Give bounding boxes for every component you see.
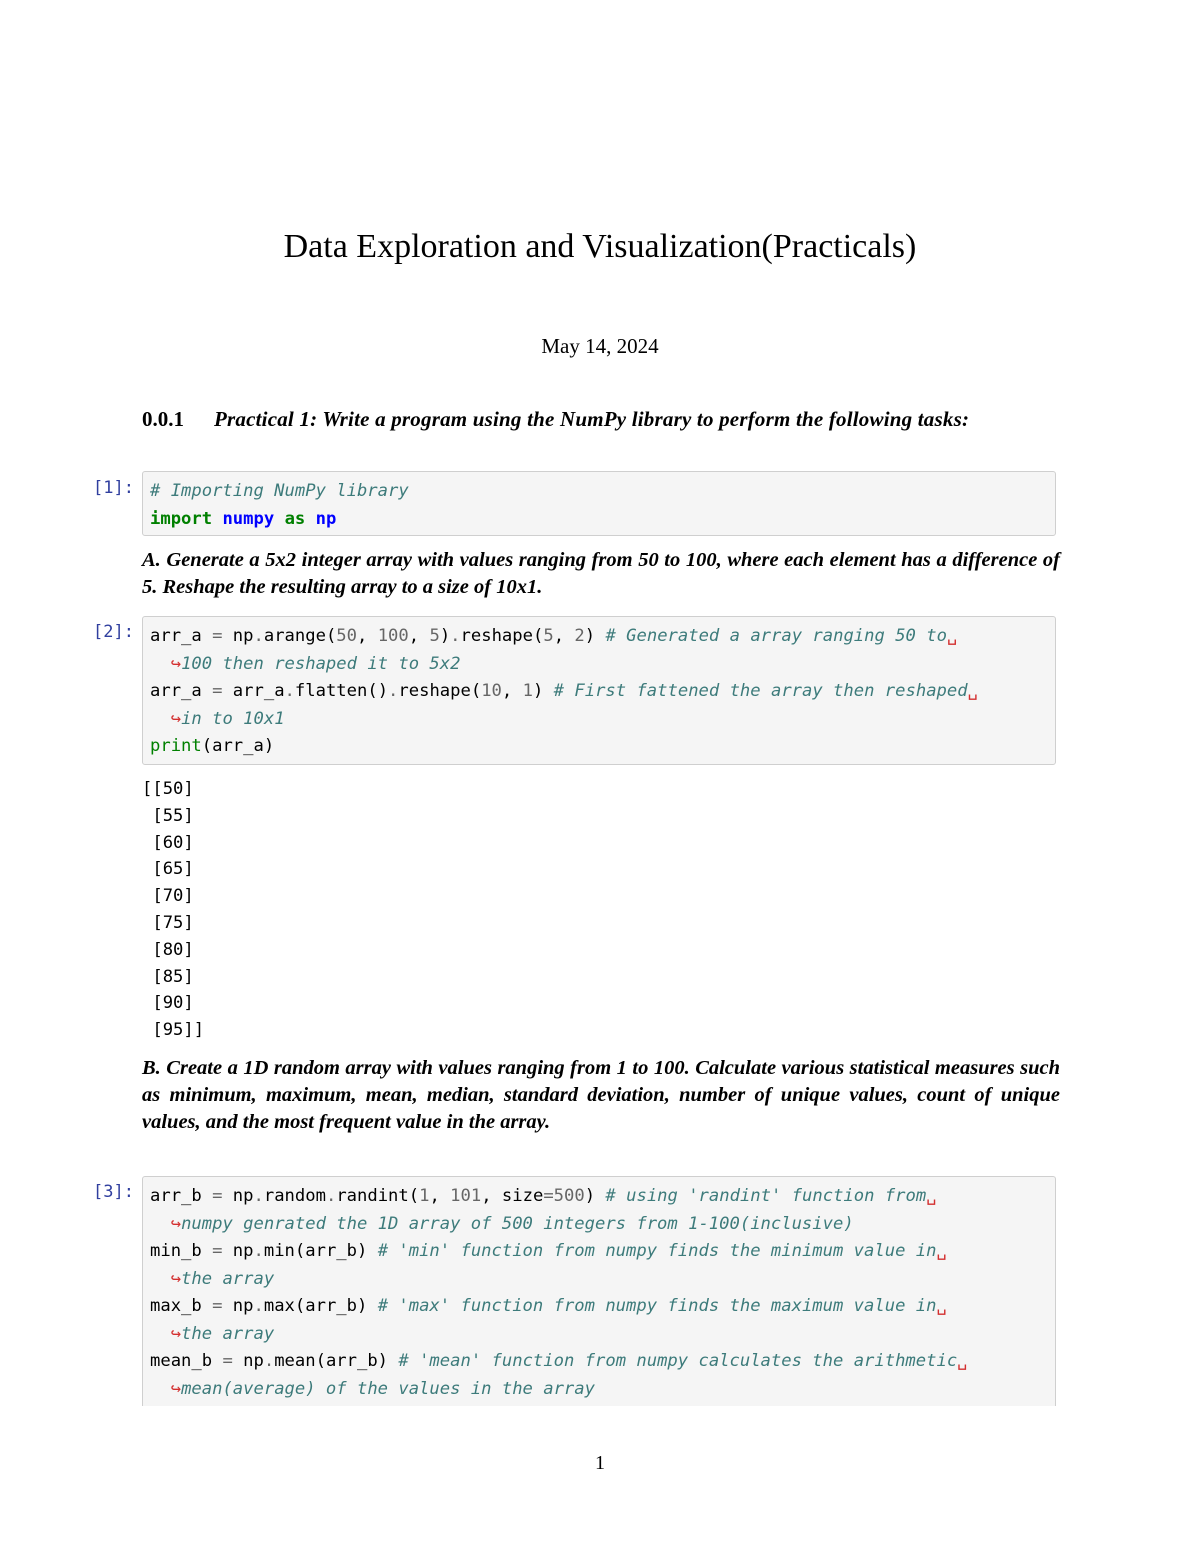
section-heading xyxy=(142,406,1062,433)
document-date: May 14, 2024 xyxy=(541,334,659,358)
output-line: [60] xyxy=(142,832,194,853)
output-line: [90] xyxy=(142,993,194,1014)
code-line: ↪numpy genrated the 1D array of 500 integers from 1-100(inclusive) xyxy=(170,1213,854,1234)
code-line: print(arr_a) xyxy=(150,736,275,756)
code-cell-1[interactable] xyxy=(142,471,1056,536)
page-number: 1 xyxy=(595,1452,605,1474)
code-line: ↪mean(average) of the values in the array xyxy=(170,1378,595,1399)
paragraph-task-a: A. Generate a 5x2 integer array with values ranging from 50 to 100, where each element has a difference of 5. Reshape the resulting array to a size of 10x1. xyxy=(142,549,1060,598)
section-title: Practical 1: Write a program using the NumPy library to perform the following tasks: xyxy=(214,407,970,431)
cell-2-output xyxy=(142,776,204,1044)
code-cell-3[interactable] xyxy=(142,1176,1056,1406)
cell-1-prompt: [1]: xyxy=(93,478,134,498)
code-line: ↪100 then reshaped it to 5x2 xyxy=(170,653,461,674)
code-line: arr_a = arr_a.flatten().reshape(10, 1) # First fattened the array then reshaped␣ xyxy=(150,681,978,701)
output-line: [80] xyxy=(142,939,194,960)
code-line: ↪the array xyxy=(170,1268,275,1289)
code-line: mean_b = np.mean(arr_b) # 'mean' function from numpy calculates the arithmetic␣ xyxy=(150,1351,968,1371)
document-title: Data Exploration and Visualization(Practicals) xyxy=(283,228,917,265)
code-line: ↪the array xyxy=(170,1323,275,1344)
code-line: arr_b = np.random.randint(1, 101, size=500) # using 'randint' function from␣ xyxy=(150,1186,937,1206)
code-line: arr_a = np.arange(50, 100, 5).reshape(5, 2) # Generated a array ranging 50 to␣ xyxy=(150,626,958,646)
code-line: min_b = np.min(arr_b) # 'min' function from numpy finds the minimum value in␣ xyxy=(150,1241,947,1261)
code-line: # Importing NumPy library xyxy=(150,481,409,501)
paragraph-task-b: B. Create a 1D random array with values ranging from 1 to 100. Calculate various statistical measures such as minimum, maximum, mean, median, standard deviation, number of unique values, count of unique values, and the most frequent value in the array. xyxy=(142,1057,1060,1133)
cell-3-prompt: [3]: xyxy=(93,1182,134,1202)
code-cell-1-source xyxy=(143,472,1055,533)
code-cell-3-source xyxy=(143,1177,1055,1403)
output-line: [95]] xyxy=(142,1020,205,1041)
code-cell-2[interactable] xyxy=(142,616,1056,765)
output-line: [75] xyxy=(142,912,194,933)
output-line: [70] xyxy=(142,886,194,907)
code-cell-2-source xyxy=(143,617,1055,761)
output-line: [55] xyxy=(142,805,194,826)
output-line: [65] xyxy=(142,859,194,880)
output-line: [85] xyxy=(142,966,194,987)
section-number: 0.0.1 xyxy=(142,407,184,431)
code-line: import numpy as np xyxy=(150,508,337,529)
cell-2-prompt: [2]: xyxy=(93,622,134,642)
code-line: ↪in to 10x1 xyxy=(170,708,285,729)
code-line: max_b = np.max(arr_b) # 'max' function from numpy finds the maximum value in␣ xyxy=(150,1296,947,1316)
output-line: [[50] xyxy=(142,779,194,799)
